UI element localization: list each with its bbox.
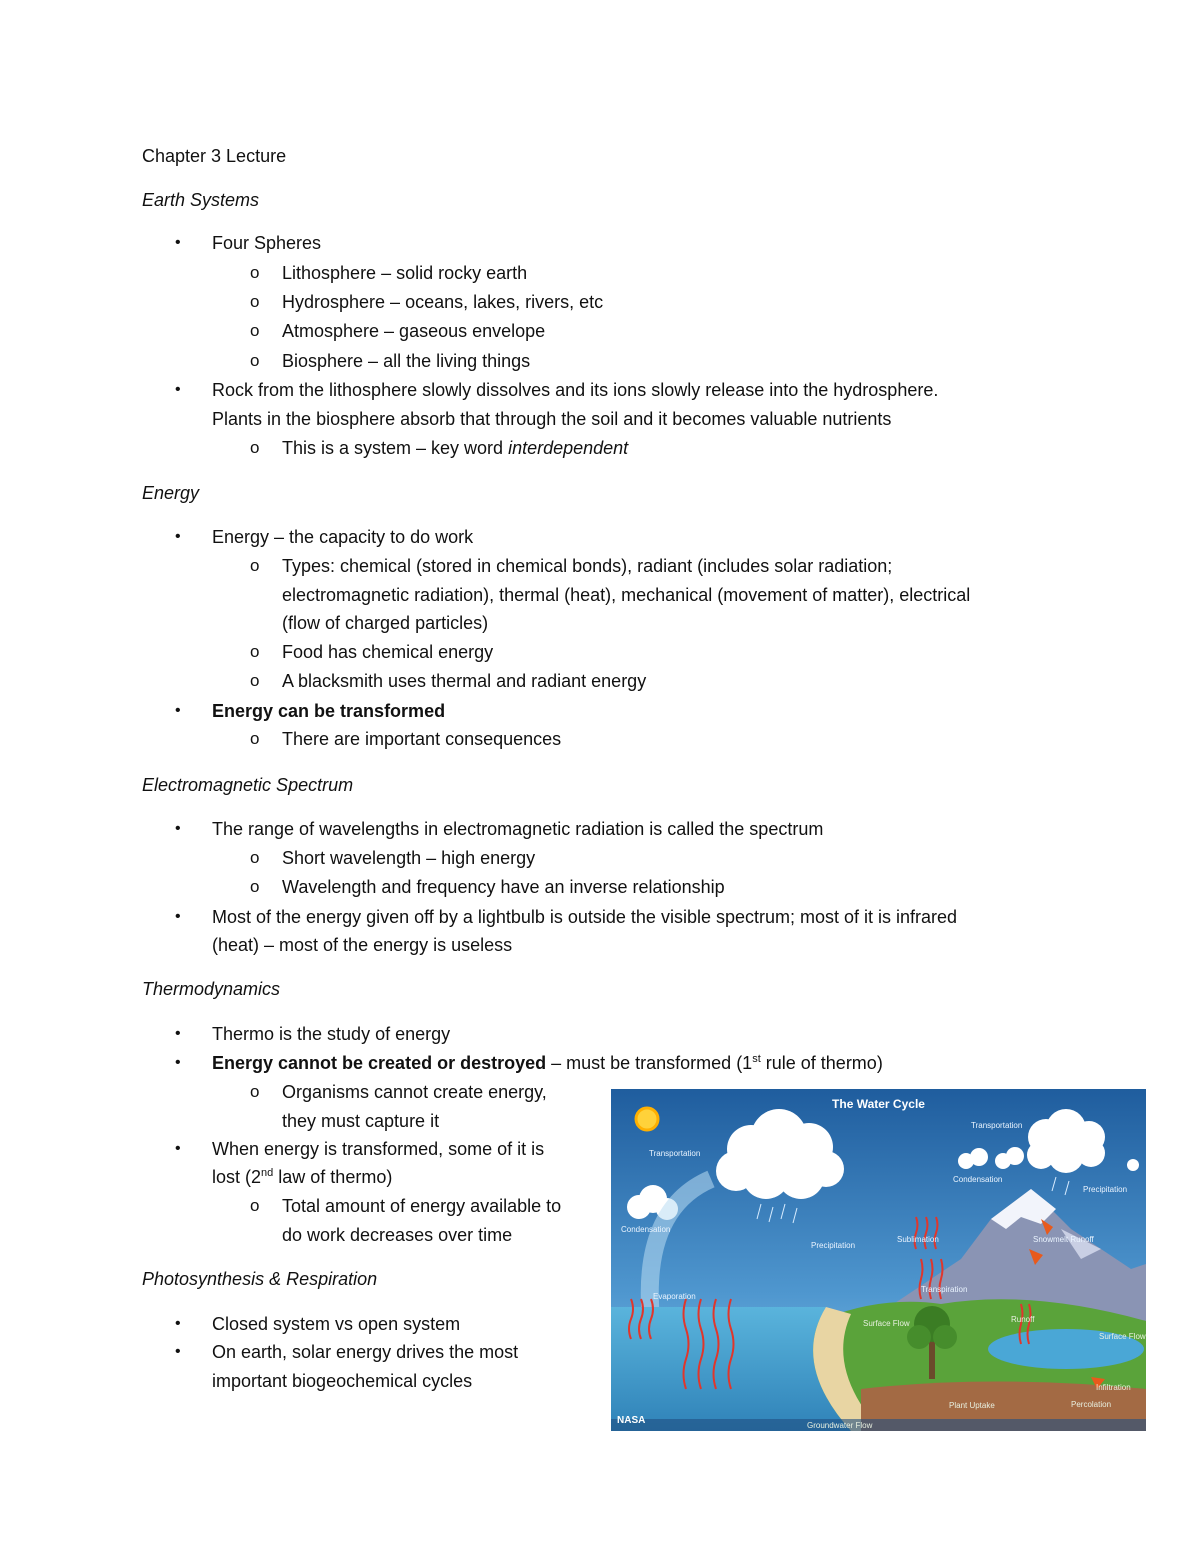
label-sublimation: Sublimation xyxy=(897,1235,939,1244)
sub-marker: o xyxy=(250,292,260,311)
second-law-sup: nd xyxy=(261,1167,274,1179)
label-groundwater: Groundwater Flow xyxy=(807,1421,873,1430)
sub-types-line3: (flow of charged particles) xyxy=(282,613,489,633)
sub-inverse-relationship: Wavelength and frequency have an inverse relationship xyxy=(282,877,725,897)
sub-lithosphere: Lithosphere – solid rocky earth xyxy=(282,263,528,283)
bullet-marker: • xyxy=(175,702,181,719)
label-precipitation-left: Precipitation xyxy=(811,1241,856,1250)
bullet-marker: • xyxy=(175,1140,181,1157)
sub-biosphere: Biosphere – all the living things xyxy=(282,351,531,371)
label-infiltration: Infiltration xyxy=(1096,1383,1131,1392)
heading-photosynthesis: Photosynthesis & Respiration xyxy=(142,1269,378,1289)
second-law-post: law of thermo) xyxy=(273,1167,393,1187)
heading-energy: Energy xyxy=(142,483,200,503)
bullet-thermo-study: Thermo is the study of energy xyxy=(212,1024,451,1044)
bullet-rock-line1: Rock from the lithosphere slowly dissolves and its ions slowly release into the hydrosphere. xyxy=(212,380,939,400)
sub-organisms-line1: Organisms cannot create energy, xyxy=(282,1082,547,1102)
sub-total-energy-line2: do work decreases over time xyxy=(282,1225,513,1245)
bullet-marker: • xyxy=(175,1315,181,1332)
bullet-marker: • xyxy=(175,820,181,837)
label-transportation-right: Transportation xyxy=(971,1121,1023,1130)
sub-marker: o xyxy=(250,642,260,661)
bullet-solar-line1: On earth, solar energy drives the most xyxy=(212,1342,519,1362)
label-evaporation: Evaporation xyxy=(653,1292,696,1301)
sub-marker: o xyxy=(250,848,260,867)
sub-system-text: This is a system – key word xyxy=(282,438,509,458)
heading-electromagnetic-spectrum: Electromagnetic Spectrum xyxy=(142,775,354,795)
heading-thermodynamics: Thermodynamics xyxy=(142,979,281,999)
label-transportation-left: Transportation xyxy=(649,1149,701,1158)
label-precipitation-right: Precipitation xyxy=(1083,1185,1128,1194)
sub-atmosphere: Atmosphere – gaseous envelope xyxy=(282,321,546,341)
second-law-pre: lost (2 xyxy=(212,1167,262,1187)
sub-marker: o xyxy=(250,729,260,748)
bullet-solar-line2: important biogeochemical cycles xyxy=(212,1371,473,1391)
bullet-second-law-line1: When energy is transformed, some of it is xyxy=(212,1139,545,1159)
page-title: Chapter 3 Lecture xyxy=(142,146,287,166)
bullet-first-law xyxy=(212,1052,883,1074)
bullet-energy-definition: Energy – the capacity to do work xyxy=(212,527,474,547)
bullet-marker: • xyxy=(175,908,181,925)
first-law-text: – must be transformed (1 xyxy=(546,1053,753,1073)
sub-food: Food has chemical energy xyxy=(282,642,494,662)
sub-marker: o xyxy=(250,877,260,896)
bullet-rock-line2: Plants in the biosphere absorb that through the soil and it becomes valuable nutrients xyxy=(212,409,892,429)
sub-hydrosphere: Hydrosphere – oceans, lakes, rivers, etc xyxy=(282,292,604,312)
label-runoff: Runoff xyxy=(1011,1315,1035,1324)
first-law-bold: Energy cannot be created or destroyed xyxy=(212,1053,547,1073)
first-law-sup: st xyxy=(752,1053,761,1065)
nasa-credit: NASA xyxy=(617,1415,646,1426)
label-surface-flow-right: Surface Flow xyxy=(1099,1332,1146,1341)
sub-short-wavelength: Short wavelength – high energy xyxy=(282,848,536,868)
sub-marker: o xyxy=(250,438,260,457)
label-surface-flow-left: Surface Flow xyxy=(863,1319,910,1328)
sub-marker: o xyxy=(250,556,260,575)
water-cycle-figure xyxy=(611,1089,1146,1431)
bullet-closed-open: Closed system vs open system xyxy=(212,1314,461,1334)
bullet-lightbulb-line2: (heat) – most of the energy is useless xyxy=(212,935,513,955)
bullet-spectrum: The range of wavelengths in electromagnetic radiation is called the spectrum xyxy=(212,819,824,839)
bullet-marker: • xyxy=(175,1054,181,1071)
sub-marker: o xyxy=(250,1196,260,1215)
bullet-marker: • xyxy=(175,1025,181,1042)
figure-title: The Water Cycle xyxy=(832,1097,925,1111)
label-condensation-left: Condensation xyxy=(621,1225,671,1234)
sub-marker: o xyxy=(250,321,260,340)
bullet-marker: • xyxy=(175,528,181,545)
label-transpiration: Transpiration xyxy=(921,1285,968,1294)
sub-marker: o xyxy=(250,263,260,282)
bullet-four-spheres: Four Spheres xyxy=(212,233,322,253)
sub-marker: o xyxy=(250,671,260,690)
label-snowmelt: Snowmelt Runoff xyxy=(1033,1235,1094,1244)
label-percolation: Percolation xyxy=(1071,1400,1112,1409)
label-plant-uptake: Plant Uptake xyxy=(949,1401,995,1410)
bullet-marker: • xyxy=(175,381,181,398)
water-cycle-illustration xyxy=(611,1089,1146,1431)
bullet-second-law-line2 xyxy=(212,1166,392,1188)
heading-earth-systems: Earth Systems xyxy=(142,190,260,210)
keyword-interdependent: interdependent xyxy=(508,438,629,458)
sub-organisms-line2: they must capture it xyxy=(282,1111,440,1131)
sub-consequences: There are important consequences xyxy=(282,729,562,749)
sub-total-energy-line1: Total amount of energy available to xyxy=(282,1196,562,1216)
bullet-energy-transformed: Energy can be transformed xyxy=(212,701,446,721)
bullet-marker: • xyxy=(175,1343,181,1360)
sub-system xyxy=(282,437,628,459)
first-law-post: rule of thermo) xyxy=(760,1053,883,1073)
sub-types-line2: electromagnetic radiation), thermal (heat), mechanical (movement of matter), electrical xyxy=(282,585,971,605)
bullet-marker: • xyxy=(175,234,181,251)
sub-blacksmith: A blacksmith uses thermal and radiant energy xyxy=(282,671,647,691)
bullet-lightbulb-line1: Most of the energy given off by a lightbulb is outside the visible spectrum; most of it is infrared xyxy=(212,907,958,927)
sun-icon xyxy=(636,1108,658,1130)
sub-marker: o xyxy=(250,351,260,370)
sub-types-line1: Types: chemical (stored in chemical bonds), radiant (includes solar radiation; xyxy=(282,556,893,576)
sub-marker: o xyxy=(250,1082,260,1101)
label-condensation-right: Condensation xyxy=(953,1175,1003,1184)
